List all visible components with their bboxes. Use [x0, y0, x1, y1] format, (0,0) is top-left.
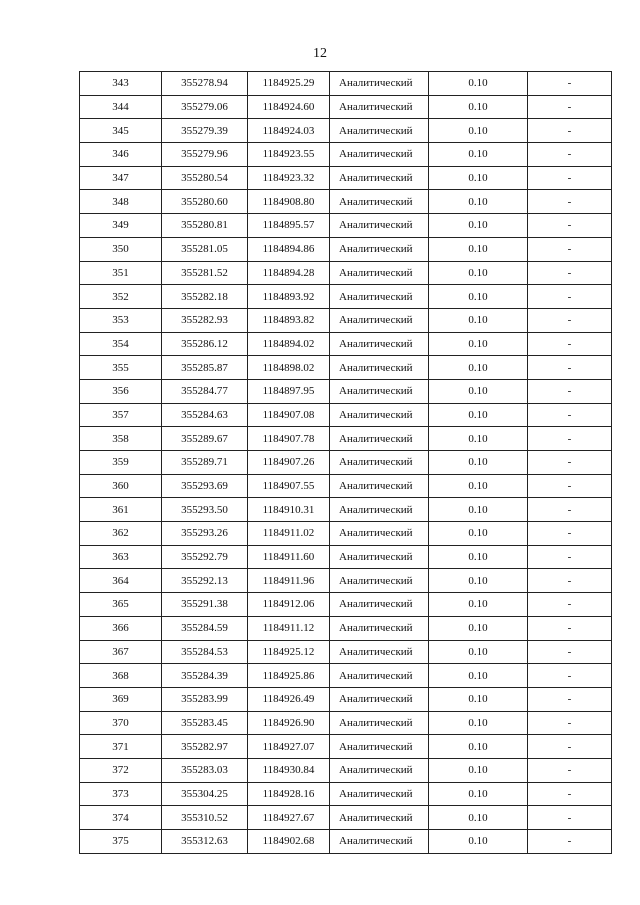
y-coordinate-cell: 1184907.78 [248, 427, 330, 451]
y-coordinate-cell: 1184911.96 [248, 569, 330, 593]
y-coordinate-cell: 1184925.86 [248, 664, 330, 688]
point-number-cell: 360 [80, 474, 162, 498]
accuracy-cell: 0.10 [429, 285, 528, 309]
point-number-cell: 365 [80, 593, 162, 617]
table-row [80, 332, 612, 356]
y-coordinate-cell: 1184912.06 [248, 593, 330, 617]
note-cell: - [528, 95, 612, 119]
note-cell: - [528, 356, 612, 380]
point-number-cell: 361 [80, 498, 162, 522]
table-row [80, 427, 612, 451]
y-coordinate-cell: 1184907.55 [248, 474, 330, 498]
y-coordinate-cell: 1184894.86 [248, 237, 330, 261]
method-cell: Аналитический [330, 664, 429, 688]
x-coordinate-cell: 355293.26 [162, 522, 248, 546]
x-coordinate-cell: 355284.63 [162, 403, 248, 427]
y-coordinate-cell: 1184911.60 [248, 545, 330, 569]
point-number-cell: 353 [80, 308, 162, 332]
y-coordinate-cell: 1184893.82 [248, 308, 330, 332]
table-row [80, 119, 612, 143]
table-row [80, 735, 612, 759]
y-coordinate-cell: 1184897.95 [248, 379, 330, 403]
y-coordinate-cell: 1184927.67 [248, 806, 330, 830]
x-coordinate-cell: 355304.25 [162, 782, 248, 806]
accuracy-cell: 0.10 [429, 119, 528, 143]
method-cell: Аналитический [330, 451, 429, 475]
table-row [80, 758, 612, 782]
accuracy-cell: 0.10 [429, 687, 528, 711]
accuracy-cell: 0.10 [429, 451, 528, 475]
table-row [80, 308, 612, 332]
y-coordinate-cell: 1184895.57 [248, 214, 330, 238]
method-cell: Аналитический [330, 758, 429, 782]
x-coordinate-cell: 355293.50 [162, 498, 248, 522]
point-number-cell: 362 [80, 522, 162, 546]
accuracy-cell: 0.10 [429, 640, 528, 664]
note-cell: - [528, 616, 612, 640]
method-cell: Аналитический [330, 830, 429, 854]
point-number-cell: 358 [80, 427, 162, 451]
table-row [80, 616, 612, 640]
point-number-cell: 373 [80, 782, 162, 806]
y-coordinate-cell: 1184907.26 [248, 451, 330, 475]
method-cell: Аналитический [330, 427, 429, 451]
x-coordinate-cell: 355278.94 [162, 72, 248, 96]
point-number-cell: 366 [80, 616, 162, 640]
note-cell: - [528, 569, 612, 593]
note-cell: - [528, 190, 612, 214]
table-body [80, 72, 612, 854]
note-cell: - [528, 735, 612, 759]
point-number-cell: 347 [80, 166, 162, 190]
x-coordinate-cell: 355285.87 [162, 356, 248, 380]
point-number-cell: 371 [80, 735, 162, 759]
accuracy-cell: 0.10 [429, 498, 528, 522]
note-cell: - [528, 711, 612, 735]
x-coordinate-cell: 355284.59 [162, 616, 248, 640]
method-cell: Аналитический [330, 332, 429, 356]
method-cell: Аналитический [330, 782, 429, 806]
x-coordinate-cell: 355292.79 [162, 545, 248, 569]
note-cell: - [528, 427, 612, 451]
x-coordinate-cell: 355282.97 [162, 735, 248, 759]
note-cell: - [528, 806, 612, 830]
note-cell: - [528, 214, 612, 238]
method-cell: Аналитический [330, 72, 429, 96]
note-cell: - [528, 782, 612, 806]
accuracy-cell: 0.10 [429, 474, 528, 498]
method-cell: Аналитический [330, 356, 429, 380]
y-coordinate-cell: 1184923.32 [248, 166, 330, 190]
note-cell: - [528, 640, 612, 664]
point-number-cell: 355 [80, 356, 162, 380]
note-cell: - [528, 119, 612, 143]
x-coordinate-cell: 355284.53 [162, 640, 248, 664]
table-row [80, 214, 612, 238]
point-number-cell: 357 [80, 403, 162, 427]
page-number: 12 [313, 46, 327, 61]
x-coordinate-cell: 355280.81 [162, 214, 248, 238]
table-row [80, 593, 612, 617]
table-row [80, 190, 612, 214]
y-coordinate-cell: 1184926.49 [248, 687, 330, 711]
accuracy-cell: 0.10 [429, 806, 528, 830]
note-cell: - [528, 545, 612, 569]
table-row [80, 166, 612, 190]
x-coordinate-cell: 355291.38 [162, 593, 248, 617]
point-number-cell: 367 [80, 640, 162, 664]
method-cell: Аналитический [330, 261, 429, 285]
y-coordinate-cell: 1184910.31 [248, 498, 330, 522]
y-coordinate-cell: 1184894.02 [248, 332, 330, 356]
note-cell: - [528, 687, 612, 711]
accuracy-cell: 0.10 [429, 664, 528, 688]
accuracy-cell: 0.10 [429, 308, 528, 332]
point-number-cell: 348 [80, 190, 162, 214]
method-cell: Аналитический [330, 237, 429, 261]
x-coordinate-cell: 355279.96 [162, 143, 248, 167]
point-number-cell: 354 [80, 332, 162, 356]
note-cell: - [528, 237, 612, 261]
point-number-cell: 351 [80, 261, 162, 285]
method-cell: Аналитический [330, 214, 429, 238]
point-number-cell: 349 [80, 214, 162, 238]
y-coordinate-cell: 1184923.55 [248, 143, 330, 167]
method-cell: Аналитический [330, 143, 429, 167]
note-cell: - [528, 474, 612, 498]
x-coordinate-cell: 355280.60 [162, 190, 248, 214]
accuracy-cell: 0.10 [429, 403, 528, 427]
method-cell: Аналитический [330, 806, 429, 830]
accuracy-cell: 0.10 [429, 214, 528, 238]
table-row [80, 261, 612, 285]
method-cell: Аналитический [330, 474, 429, 498]
method-cell: Аналитический [330, 285, 429, 309]
method-cell: Аналитический [330, 403, 429, 427]
x-coordinate-cell: 355289.67 [162, 427, 248, 451]
note-cell: - [528, 308, 612, 332]
method-cell: Аналитический [330, 166, 429, 190]
x-coordinate-cell: 355281.52 [162, 261, 248, 285]
table-row [80, 498, 612, 522]
table-row [80, 237, 612, 261]
method-cell: Аналитический [330, 687, 429, 711]
y-coordinate-cell: 1184893.92 [248, 285, 330, 309]
accuracy-cell: 0.10 [429, 379, 528, 403]
accuracy-cell: 0.10 [429, 593, 528, 617]
table-row [80, 782, 612, 806]
y-coordinate-cell: 1184907.08 [248, 403, 330, 427]
x-coordinate-cell: 355286.12 [162, 332, 248, 356]
y-coordinate-cell: 1184925.12 [248, 640, 330, 664]
x-coordinate-cell: 355292.13 [162, 569, 248, 593]
x-coordinate-cell: 355310.52 [162, 806, 248, 830]
method-cell: Аналитический [330, 616, 429, 640]
y-coordinate-cell: 1184924.03 [248, 119, 330, 143]
point-number-cell: 368 [80, 664, 162, 688]
table-row [80, 143, 612, 167]
x-coordinate-cell: 355279.39 [162, 119, 248, 143]
method-cell: Аналитический [330, 593, 429, 617]
note-cell: - [528, 403, 612, 427]
note-cell: - [528, 593, 612, 617]
x-coordinate-cell: 355282.93 [162, 308, 248, 332]
point-number-cell: 344 [80, 95, 162, 119]
accuracy-cell: 0.10 [429, 522, 528, 546]
accuracy-cell: 0.10 [429, 545, 528, 569]
accuracy-cell: 0.10 [429, 332, 528, 356]
note-cell: - [528, 261, 612, 285]
method-cell: Аналитический [330, 711, 429, 735]
accuracy-cell: 0.10 [429, 95, 528, 119]
note-cell: - [528, 664, 612, 688]
y-coordinate-cell: 1184928.16 [248, 782, 330, 806]
table-row [80, 285, 612, 309]
x-coordinate-cell: 355283.03 [162, 758, 248, 782]
point-number-cell: 372 [80, 758, 162, 782]
y-coordinate-cell: 1184926.90 [248, 711, 330, 735]
y-coordinate-cell: 1184911.02 [248, 522, 330, 546]
note-cell: - [528, 285, 612, 309]
note-cell: - [528, 830, 612, 854]
note-cell: - [528, 522, 612, 546]
method-cell: Аналитический [330, 119, 429, 143]
y-coordinate-cell: 1184927.07 [248, 735, 330, 759]
y-coordinate-cell: 1184902.68 [248, 830, 330, 854]
accuracy-cell: 0.10 [429, 830, 528, 854]
method-cell: Аналитический [330, 190, 429, 214]
method-cell: Аналитический [330, 95, 429, 119]
point-number-cell: 375 [80, 830, 162, 854]
note-cell: - [528, 451, 612, 475]
accuracy-cell: 0.10 [429, 782, 528, 806]
accuracy-cell: 0.10 [429, 190, 528, 214]
note-cell: - [528, 332, 612, 356]
point-number-cell: 356 [80, 379, 162, 403]
x-coordinate-cell: 355312.63 [162, 830, 248, 854]
table-row [80, 664, 612, 688]
x-coordinate-cell: 355281.05 [162, 237, 248, 261]
point-number-cell: 370 [80, 711, 162, 735]
x-coordinate-cell: 355289.71 [162, 451, 248, 475]
note-cell: - [528, 758, 612, 782]
accuracy-cell: 0.10 [429, 237, 528, 261]
accuracy-cell: 0.10 [429, 427, 528, 451]
accuracy-cell: 0.10 [429, 356, 528, 380]
accuracy-cell: 0.10 [429, 735, 528, 759]
point-number-cell: 374 [80, 806, 162, 830]
x-coordinate-cell: 355283.99 [162, 687, 248, 711]
x-coordinate-cell: 355293.69 [162, 474, 248, 498]
point-number-cell: 352 [80, 285, 162, 309]
point-number-cell: 343 [80, 72, 162, 96]
table-row [80, 72, 612, 96]
point-number-cell: 350 [80, 237, 162, 261]
accuracy-cell: 0.10 [429, 711, 528, 735]
x-coordinate-cell: 355279.06 [162, 95, 248, 119]
table-row [80, 640, 612, 664]
table-row [80, 687, 612, 711]
method-cell: Аналитический [330, 735, 429, 759]
y-coordinate-cell: 1184898.02 [248, 356, 330, 380]
y-coordinate-cell: 1184924.60 [248, 95, 330, 119]
note-cell: - [528, 143, 612, 167]
method-cell: Аналитический [330, 545, 429, 569]
point-number-cell: 364 [80, 569, 162, 593]
point-number-cell: 346 [80, 143, 162, 167]
x-coordinate-cell: 355284.77 [162, 379, 248, 403]
y-coordinate-cell: 1184908.80 [248, 190, 330, 214]
accuracy-cell: 0.10 [429, 72, 528, 96]
table-row [80, 806, 612, 830]
table-row [80, 474, 612, 498]
note-cell: - [528, 379, 612, 403]
y-coordinate-cell: 1184930.84 [248, 758, 330, 782]
method-cell: Аналитический [330, 640, 429, 664]
method-cell: Аналитический [330, 569, 429, 593]
table-row [80, 711, 612, 735]
table-row [80, 545, 612, 569]
table-row [80, 522, 612, 546]
coordinates-table [79, 71, 612, 854]
table-row [80, 356, 612, 380]
table-row [80, 830, 612, 854]
accuracy-cell: 0.10 [429, 143, 528, 167]
y-coordinate-cell: 1184911.12 [248, 616, 330, 640]
note-cell: - [528, 72, 612, 96]
note-cell: - [528, 498, 612, 522]
note-cell: - [528, 166, 612, 190]
point-number-cell: 369 [80, 687, 162, 711]
x-coordinate-cell: 355282.18 [162, 285, 248, 309]
method-cell: Аналитический [330, 522, 429, 546]
table-row [80, 379, 612, 403]
accuracy-cell: 0.10 [429, 758, 528, 782]
y-coordinate-cell: 1184925.29 [248, 72, 330, 96]
point-number-cell: 345 [80, 119, 162, 143]
accuracy-cell: 0.10 [429, 166, 528, 190]
table-row [80, 569, 612, 593]
method-cell: Аналитический [330, 379, 429, 403]
x-coordinate-cell: 355280.54 [162, 166, 248, 190]
table-row [80, 403, 612, 427]
method-cell: Аналитический [330, 498, 429, 522]
accuracy-cell: 0.10 [429, 261, 528, 285]
method-cell: Аналитический [330, 308, 429, 332]
accuracy-cell: 0.10 [429, 569, 528, 593]
x-coordinate-cell: 355283.45 [162, 711, 248, 735]
accuracy-cell: 0.10 [429, 616, 528, 640]
table-row [80, 95, 612, 119]
point-number-cell: 359 [80, 451, 162, 475]
y-coordinate-cell: 1184894.28 [248, 261, 330, 285]
point-number-cell: 363 [80, 545, 162, 569]
table-row [80, 451, 612, 475]
x-coordinate-cell: 355284.39 [162, 664, 248, 688]
